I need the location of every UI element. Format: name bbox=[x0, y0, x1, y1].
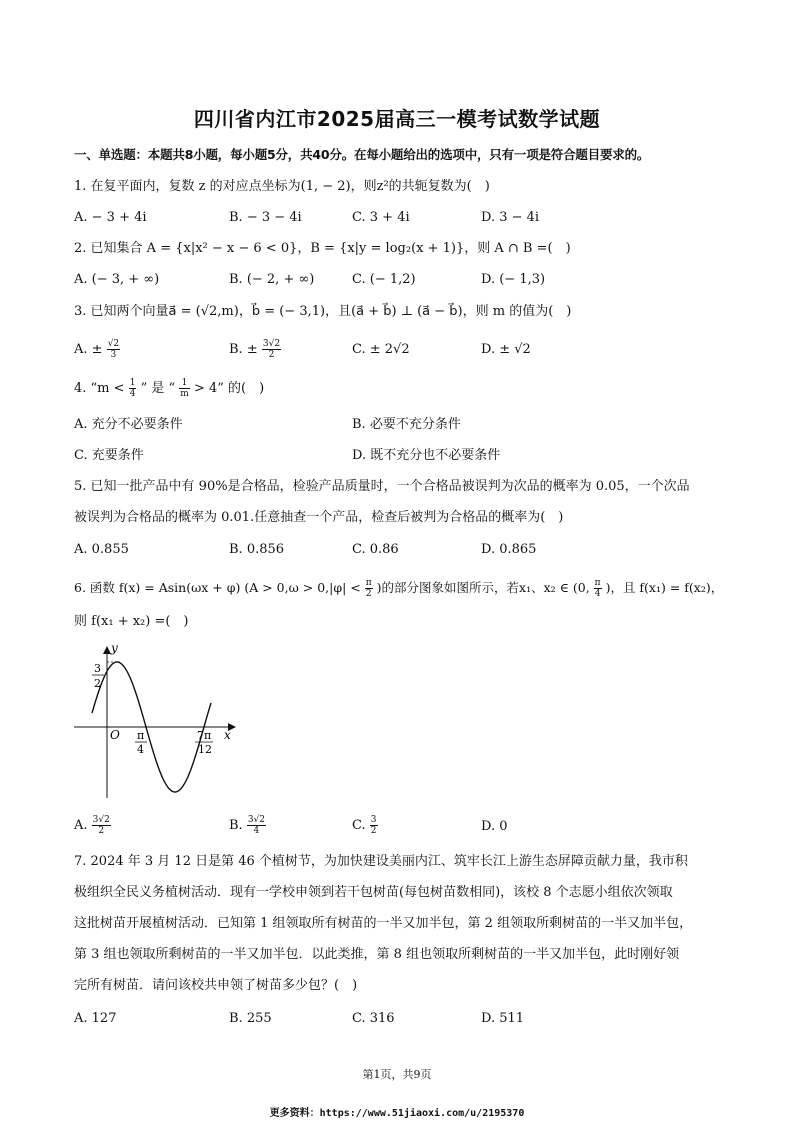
question-4-option-b: B. 必要不充分条件 bbox=[352, 417, 461, 432]
sine-graph bbox=[74, 640, 254, 810]
stem-part: )的部分图象如图所示，若x₁、x₂ ∈ (0, bbox=[376, 580, 590, 595]
option-label: C. bbox=[352, 818, 366, 833]
stem-fraction bbox=[179, 378, 190, 399]
question-3-option-b bbox=[229, 339, 281, 360]
option-label: B. bbox=[229, 818, 243, 833]
origin-label: O bbox=[110, 728, 120, 742]
question-5-option-b: B. 0.856 bbox=[229, 542, 285, 557]
question-1-option-d: D. 3 − 4i bbox=[481, 210, 540, 225]
stem-fraction bbox=[365, 578, 373, 599]
fraction-denominator: m bbox=[180, 389, 189, 399]
fraction-denominator: 2 bbox=[268, 350, 275, 360]
question-7-stem-line-4: 第 3 组也领取所剩树苗的一半又加半包．以此类推，第 8 组也领取所剩树苗的一半又加半包，此时刚好领 bbox=[74, 947, 680, 962]
question-2-option-a: A. (− 3, + ∞) bbox=[74, 272, 160, 287]
more-resources-link[interactable]: 更多资料：https://www.51jiaoxi.com/u/2195370 bbox=[269, 1108, 525, 1119]
fraction-numerator: π bbox=[594, 578, 601, 588]
x-axis-label: x bbox=[224, 728, 231, 742]
fraction-numerator: √2 bbox=[107, 339, 120, 349]
stem-part: ” 是 “ bbox=[140, 381, 176, 396]
question-7-stem-line-5: 完所有树苗．请问该校共申领了树苗多少包？( ) bbox=[74, 978, 358, 993]
question-4-option-a: A. 充分不必要条件 bbox=[74, 417, 183, 432]
x-tick-2-num: 7π bbox=[197, 729, 212, 742]
question-4-option-c: C. 充要条件 bbox=[74, 448, 144, 463]
fraction-denominator: 4 bbox=[253, 826, 260, 836]
section-heading: 一、单选题：本题共8小题，每小题5分，共40分。在每小题给出的选项中，只有一项是符合题目要求的。 bbox=[74, 147, 650, 162]
question-5-option-a: A. 0.855 bbox=[74, 542, 129, 557]
question-3-option-a bbox=[74, 339, 120, 360]
question-1-option-a: A. − 3 + 4i bbox=[74, 210, 147, 225]
question-7-option-b: B. 255 bbox=[229, 1011, 272, 1026]
question-7-option-d: D. 511 bbox=[481, 1011, 525, 1026]
page-footer: 第1页，共9页 bbox=[362, 1068, 432, 1081]
question-4-option-d: D. 既不充分也不必要条件 bbox=[352, 448, 501, 463]
question-6-option-d: D. 0 bbox=[481, 819, 508, 834]
question-5-option-d: D. 0.865 bbox=[481, 542, 537, 557]
fraction-denominator: 2 bbox=[370, 826, 377, 836]
question-3-option-c: C. ± 2√2 bbox=[352, 342, 410, 357]
question-2-option-b: B. (− 2, + ∞) bbox=[229, 272, 315, 287]
fraction-denominator: 4 bbox=[129, 389, 136, 399]
question-6-stem-line-2: 则 f(x₁ + x₂) =( ) bbox=[74, 614, 189, 629]
question-6-stem-line-1 bbox=[74, 578, 723, 599]
fraction-numerator: 3√2 bbox=[247, 815, 266, 825]
y-axis-label: y bbox=[111, 641, 118, 655]
stem-part: 6. 函数 f(x) = Asin(ωx + φ) (A > 0,ω > 0,|φ| < bbox=[74, 580, 361, 595]
fraction-denominator: 2 bbox=[98, 826, 105, 836]
stem-part: > 4” 的( ) bbox=[193, 381, 265, 396]
option-fraction bbox=[247, 815, 266, 836]
fraction-numerator: 3√2 bbox=[262, 339, 281, 349]
document-title: 四川省内江市2025届高三一模考试数学试题 bbox=[193, 107, 601, 131]
question-7-option-c: C. 316 bbox=[352, 1011, 395, 1026]
question-5-option-c: C. 0.86 bbox=[352, 542, 399, 557]
question-4-stem bbox=[74, 378, 264, 399]
option-label: B. ± bbox=[229, 342, 258, 357]
question-7-stem-line-1: 7. 2024 年 3 月 12 日是第 46 个植树节，为加快建设美丽内江、筑牢长江上游生态屏障贡献力量，我市积 bbox=[74, 854, 688, 869]
fraction-numerator: π bbox=[365, 578, 372, 588]
fraction-numerator: 1 bbox=[129, 378, 136, 388]
question-3-stem: 3. 已知两个向量a⃗ = (√2,m)，b⃗ = (− 3,1)，且(a⃗ + b⃗) ⊥ (a⃗ − b⃗)，则 m 的值为( ) bbox=[74, 304, 572, 319]
stem-part: )，且 f(x₁) = f(x₂)， bbox=[605, 580, 724, 595]
option-fraction bbox=[370, 815, 378, 836]
option-label: A. ± bbox=[74, 342, 103, 357]
question-2-option-d: D. (− 1,3) bbox=[481, 272, 546, 287]
question-5-stem-line-2: 被误判为合格品的概率为 0.01.任意抽查一个产品，检查后被判为合格品的概率为( ) bbox=[74, 510, 564, 525]
fraction-numerator: 3√2 bbox=[92, 815, 110, 825]
x-tick-2-den: 12 bbox=[198, 743, 212, 756]
stem-fraction bbox=[129, 378, 137, 399]
question-6-option-b bbox=[229, 815, 266, 836]
question-1-option-c: C. 3 + 4i bbox=[352, 210, 410, 225]
fraction-denominator: 4 bbox=[594, 589, 601, 599]
fraction-numerator: 3 bbox=[370, 815, 377, 825]
x-tick-1-den: 4 bbox=[137, 743, 144, 756]
question-6-option-a bbox=[74, 815, 111, 836]
question-1-option-b: B. − 3 − 4i bbox=[229, 210, 302, 225]
question-1-stem: 1. 在复平面内，复数 z 的对应点坐标为(1, − 2)，则z²的共轭复数为( ) bbox=[74, 179, 490, 194]
question-2-option-c: C. (− 1,2) bbox=[352, 272, 416, 287]
question-7-option-a: A. 127 bbox=[74, 1011, 117, 1026]
fraction-denominator: 3 bbox=[110, 350, 117, 360]
question-2-stem: 2. 已知集合 A = {x|x² − x − 6 < 0}，B = {x|y = log₂(x + 1)}，则 A ∩ B =( ) bbox=[74, 241, 571, 256]
x-tick-1-num: π bbox=[137, 729, 145, 742]
question-3-option-d: D. ± √2 bbox=[481, 342, 531, 357]
option-label: A. bbox=[74, 818, 88, 833]
question-7-stem-line-2: 极组织全民义务植树活动．现有一学校申领到若干包树苗(每包树苗数相同)，该校 8 个志愿小组依次领取 bbox=[74, 885, 673, 900]
option-fraction bbox=[92, 815, 111, 836]
fraction-denominator: 2 bbox=[365, 589, 372, 599]
y-tick-num: 3 bbox=[94, 662, 101, 675]
option-fraction bbox=[262, 339, 281, 360]
question-5-stem-line-1: 5. 已知一批产品中有 90%是合格品，检验产品质量时，一个合格品被误判为次品的概率为 0.05，一个次品 bbox=[74, 479, 690, 494]
y-tick-den: 2 bbox=[94, 677, 101, 690]
question-7-stem-line-3: 这批树苗开展植树活动．已知第 1 组领取所有树苗的一半又加半包，第 2 组领取所剩树苗的一半又加半包， bbox=[74, 916, 693, 931]
option-fraction bbox=[107, 339, 120, 360]
question-6-option-c bbox=[352, 815, 378, 836]
stem-fraction bbox=[594, 578, 602, 599]
stem-part: 4. “m < bbox=[74, 381, 125, 396]
fraction-numerator: 1 bbox=[179, 378, 190, 389]
